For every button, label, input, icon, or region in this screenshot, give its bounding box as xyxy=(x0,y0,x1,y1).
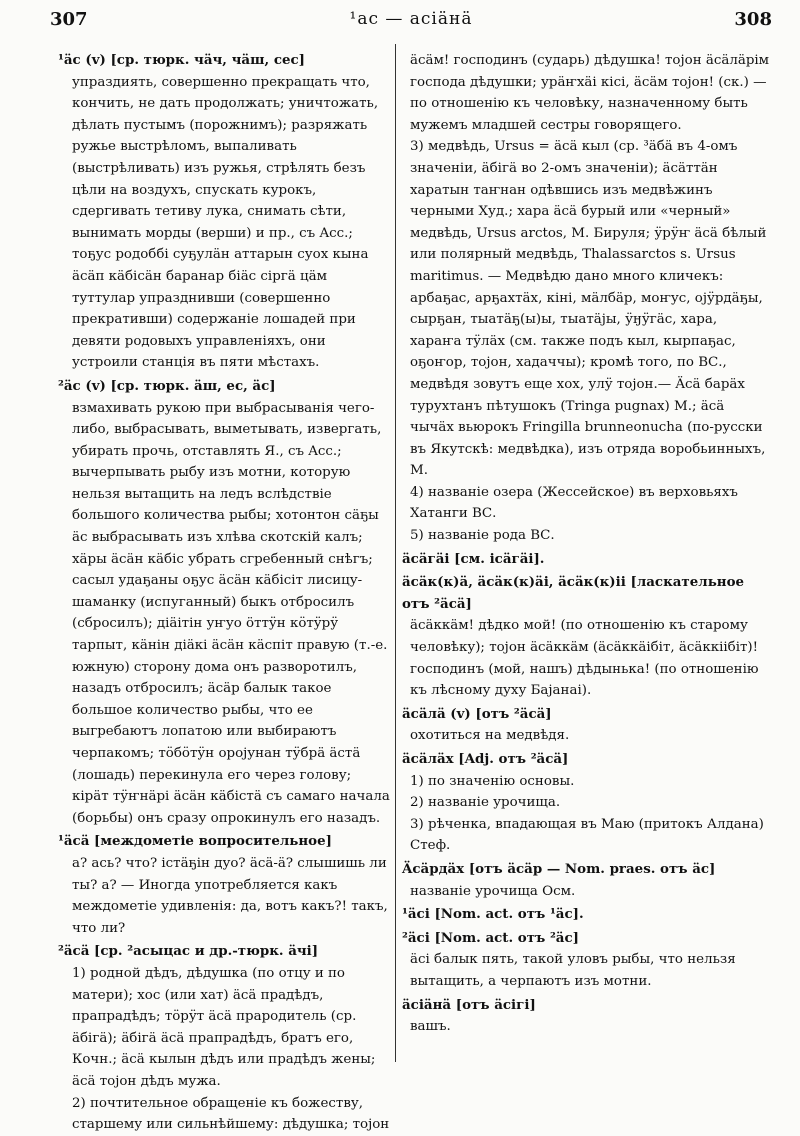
column-rule xyxy=(395,44,396,1062)
dictionary-entry xyxy=(58,50,390,374)
entry-headword: äсäк(к)ä, äсäк(к)äi, äсäк(к)ii [ласкательное отъ ²äсä] xyxy=(402,574,745,612)
entry-headword: ¹äс (v) [ср. тюрк. чäч, чäш, сес] xyxy=(58,52,305,68)
running-title: ¹ас — асiäнä xyxy=(349,9,473,29)
dictionary-entry xyxy=(402,859,772,902)
definition-paragraph: а? ась? что? iстäҕiн дуо? äсä-ä? слышишь ли ты? а? — Иногда употребляется какъ междометіе удивленія: да, вотъ какъ?! такъ, что ли? xyxy=(72,855,388,936)
entry-headword: ¹äсi [Nom. act. отъ ¹äс]. xyxy=(402,906,584,923)
entry-definition xyxy=(402,50,772,547)
entry-definition xyxy=(58,72,390,374)
entry-definition xyxy=(58,963,390,1136)
definition-paragraph: 2) почтительное обращеніе къ божеству, старшему или сильнѣйшему: дѣдушка; тojон xyxy=(72,1095,390,1133)
entry-headword: ²äс (v) [ср. тюрк. äш, ес, äс] xyxy=(58,377,276,394)
entry-headword: äсäгäi [см. iсäгäi]. xyxy=(402,550,545,567)
entry-headword: äсiäнä [отъ äсiгi] xyxy=(402,996,536,1013)
dictionary-entry xyxy=(402,995,772,1038)
entry-definition xyxy=(58,853,390,939)
entry-definition xyxy=(58,398,390,830)
page-number-left: 307 xyxy=(50,8,88,30)
dictionary-entry xyxy=(402,928,772,993)
dictionary-entry xyxy=(58,831,390,939)
entry-headword: ²äсi [Nom. act. отъ ²äс] xyxy=(402,929,579,946)
definition-paragraph: взмахивать рукою при выбрасыванія чего-либо, выбрасывать, выметывать, извергать, убирать прочь, отставлять Я., съ Acc.; вычерпывать рыбу изъ мотни, которую нельзя вытащить на ледъ вслѣдствіе большого количества рыбы; хотонтон сäҕы äс выбрасывать изъ хлѣва скотскій калъ; хäры äсäн кäбiс убрать сгребенный снѣгъ; сасыл удаҕаны оҕус äсäн кäбiсiт лисицу-шаманку (испуганный) быкъ отбросилъ (сбросилъ); дiäiтiн уҥуо öттӱн кӧтӱрӱ тарпыт, кäнiн дiäкi äсäн кäспiт правую (т.-е. южную) сторону дома онъ разворотилъ, назадъ отбросилъ; äсäр балык такое большое количество рыбы, что ее выгребаютъ лопатою или выбираютъ черпакомъ; тӧбӧтӱн орojунан тӱбрä äстä (лошадь) перекинула его через голову; кiрäт тӱҥнäрi äсäн кäбiстä съ самаго начала (борьбы) онъ сразу опрокинулъ его назадъ. xyxy=(72,400,390,826)
left-column xyxy=(58,50,390,1133)
entry-definition xyxy=(402,949,772,992)
dictionary-entry xyxy=(58,941,390,1135)
right-column xyxy=(402,50,772,1062)
dictionary-entry xyxy=(58,376,390,829)
definition-paragraph: названіе урочища Осм. xyxy=(410,883,576,899)
entry-definition xyxy=(402,615,772,701)
page-number-right: 308 xyxy=(734,8,772,30)
entry-headword: äсäлäх [Adj. отъ ²äсä] xyxy=(402,751,569,767)
entry-definition xyxy=(402,881,772,903)
definition-paragraph: вашъ. xyxy=(410,1019,451,1035)
entry-headword: äсäлä (v) [отъ ²äсä] xyxy=(402,705,552,722)
entry-definition xyxy=(402,1016,772,1038)
dictionary-entry xyxy=(402,749,772,857)
dictionary-entry xyxy=(402,549,772,571)
dictionary-entry xyxy=(402,572,772,702)
definition-paragraph: 3) медвѣдь, Ursus = äсä кыл (ср. ³äбä въ 4-омъ значеніи, äбiгä во 2-омъ значеніи); äсäттäн харатын таҥнан одѣвшись изъ медвѣжинъ черными Худ.; хара äсä бурый или «черный» медвѣдь, Ursus arctos, М. Бируля; ӱрӱҥ äсä бѣлый или полярный медвѣдь, Thalassarctos s. Ursus maritimus. — Медвѣдю дано много кличекъ: арбаҕас, арҕахтäх, кiнi, мäлбäр, моҥус, ojӱрдäҕы, сырҕан, тыатäҕ(ы)ы, тыатäjы, ӱӈӱгäс, хара, хараҥа тӱлäх (см. также подъ кыл, кырпаҕас, оҕоҥор, тojон, хадаччы); кромѣ того, по ВС., медвѣдя зовутъ еще хох, улӱ тojон.— Äсä барäх турухтанъ пѣтушокъ (Tringa pugnax) М.; äсä чычäх вьюрокъ Fringilla brunneonucha (по-русски въ Якутскѣ: медвѣдка), изъ отряда воробьинныхъ, М. xyxy=(410,139,767,479)
dictionary-entry xyxy=(402,50,772,547)
definition-paragraph: äсi балык пять, такой уловъ рыбы, что нельзя вытащить, а черпаютъ изъ мотни. xyxy=(410,952,736,989)
dictionary-entry xyxy=(402,904,772,926)
entry-headword: ¹äсä [междометіе вопросительное] xyxy=(58,833,332,850)
definition-paragraph: äсäм! господинъ (сударь) дѣдушка! тojон äсäлäрiм господа дѣдушки; урäҥхäi кiсi, äсäм тojон! (ск.) — по отношенію къ человѣку, назначенному быть мужемъ младшей сестры говорящего. xyxy=(410,53,770,133)
entry-definition xyxy=(402,771,772,857)
definition-paragraph: 5) названіе рода ВС. xyxy=(410,528,555,544)
definition-paragraph: 4) названіе озера (Жессейское) въ верховьяхъ Хатанги ВС. xyxy=(410,484,738,522)
definition-paragraph: 3) рѣченка, впадающая въ Маю (притокъ Алдана) Стеф. xyxy=(410,816,764,854)
definition-paragraph: охотиться на медвѣдя. xyxy=(410,728,570,744)
definition-paragraph: 1) родной дѣдъ, дѣдушка (по отцу и по матери); хос (или хат) äсä прадѣдъ, прапрадѣдъ; тӧрӱт äсä прародитель (ср. äбiгä); äбiгä äсä прапрадѣдъ, братъ его, Кочн.; äсä кылын дѣдъ или прадѣдъ жены; äсä тojон дѣдъ мужа. xyxy=(72,965,376,1089)
definition-paragraph: äсäккäм! дѣдко мой! (по отношенію къ старому человѣку); тojон äсäккäм (äсäккäiбiт, äсäккiiбiт)! господинъ (мой, нашъ) дѣдынька! (по отношенію къ лѣсному духу Баjанаi). xyxy=(410,618,759,699)
dictionary-entry xyxy=(402,704,772,747)
entry-headword: ²äсä [ср. ²асыцас и др.-тюрк. äчi] xyxy=(58,943,319,960)
definition-paragraph: 2) названіе урочища. xyxy=(410,795,561,811)
page-header xyxy=(50,8,772,30)
definition-paragraph: 1) по значенію основы. xyxy=(410,773,575,789)
entry-headword: Äсäрдäх [отъ äсäр — Nom. praes. отъ äс] xyxy=(402,860,716,877)
definition-paragraph: упраздиять, совершенно прекращать что, кончить, не дать продолжать; уничтожать, дѣлать пустымъ (порожнимъ); разряжать ружье выстрѣломъ, выпаливать (выстрѣливать) изъ ружья, стрѣлять безъ цѣли на воздухъ, спускать курокъ, сдергивать тетиву лука, снимать сѣти, вынимать морды (верши) и пр., съ Acc.; тоҕус родоббi суҕулäн аттарын суох кына äсäп кäбiсäн баранар бiäс сiргä цäм туттулар упразднивши (совершенно прекративши) содержаніе лошадей при девяти родовыхъ управленіяхъ, они устроили станція въ пяти мѣстахъ. xyxy=(72,74,379,371)
entry-definition xyxy=(402,725,772,747)
